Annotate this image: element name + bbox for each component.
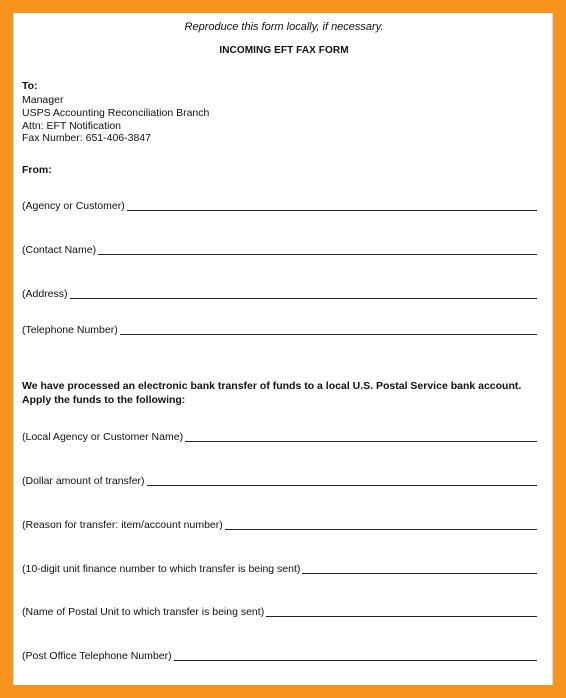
field-label: (Telephone Number)	[22, 324, 118, 336]
post-office-phone-field[interactable]	[22, 649, 537, 663]
field-label: (Name of Postal Unit to which transfer is being sent)	[22, 606, 265, 618]
field-label: (Local Agency or Customer Name)	[22, 431, 184, 443]
contact-name-field[interactable]	[22, 243, 537, 257]
to-line-branch: USPS Accounting Reconciliation Branch	[22, 107, 210, 119]
from-label: From:	[22, 164, 52, 176]
fill-line[interactable]	[174, 659, 537, 661]
dollar-amount-field[interactable]	[22, 474, 537, 488]
field-label: (Reason for transfer: item/account number)	[22, 519, 223, 531]
address-field[interactable]	[22, 287, 537, 301]
fill-line[interactable]	[120, 333, 537, 335]
reproduce-notice: Reproduce this form locally, if necessary.	[184, 21, 384, 33]
instruction-paragraph: We have processed an electronic bank transfer of funds to a local U.S. Postal Service bank account. Apply the funds to the following:	[22, 380, 522, 406]
agency-customer-field[interactable]	[22, 199, 537, 213]
fax-form-page	[13, 13, 553, 685]
fill-line[interactable]	[225, 528, 537, 530]
form-title: INCOMING EFT FAX FORM	[219, 45, 349, 56]
field-label: (Dollar amount of transfer)	[22, 475, 145, 487]
finance-number-field[interactable]	[22, 562, 537, 576]
reason-field[interactable]	[22, 518, 537, 532]
to-line-manager: Manager	[22, 94, 64, 106]
field-label: (10-digit unit finance number to which transfer is being sent)	[22, 563, 301, 575]
to-line-attn: Attn: EFT Notification	[22, 120, 122, 132]
postal-unit-name-field[interactable]	[22, 605, 537, 619]
telephone-field[interactable]	[22, 323, 537, 337]
fill-line[interactable]	[302, 572, 537, 574]
fill-line[interactable]	[185, 440, 537, 442]
field-label: (Agency or Customer)	[22, 200, 125, 212]
field-label: (Contact Name)	[22, 244, 97, 256]
to-line-fax: Fax Number: 651-406-3847	[22, 132, 151, 144]
fill-line[interactable]	[127, 209, 537, 211]
fill-line[interactable]	[70, 297, 537, 299]
field-label: (Post Office Telephone Number)	[22, 650, 172, 662]
fill-line[interactable]	[98, 253, 537, 255]
field-label: (Address)	[22, 288, 68, 300]
fill-line[interactable]	[266, 615, 537, 617]
local-agency-field[interactable]	[22, 430, 537, 444]
fill-line[interactable]	[147, 484, 537, 486]
to-label: To:	[22, 80, 38, 92]
